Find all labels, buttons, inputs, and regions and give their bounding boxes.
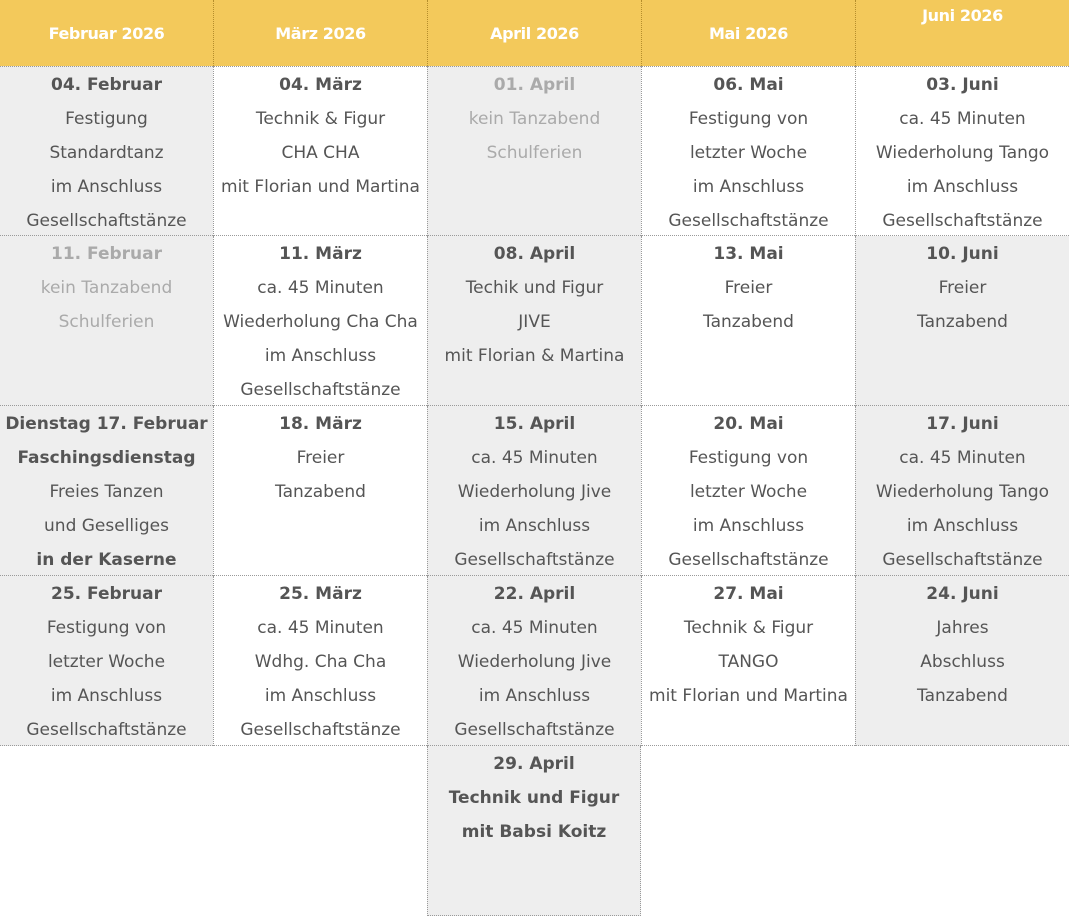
event-line: Freies Tanzen <box>49 482 164 502</box>
event-line: TANGO <box>718 652 779 672</box>
event-line: mit Florian und Martina <box>221 177 420 197</box>
event-date: 04. März <box>279 75 362 95</box>
event-date: 24. Juni <box>926 584 999 604</box>
event-line: Freier <box>296 448 345 468</box>
month-header-mai: Mai 2026 <box>641 0 855 66</box>
event-date: 20. Mai <box>713 414 784 434</box>
event-line: im Anschluss <box>906 177 1019 197</box>
event-line: CHA CHA <box>281 143 360 163</box>
schedule-cell-februar-2 <box>0 236 213 406</box>
event-date: 25. Februar <box>51 584 162 604</box>
event-line: im Anschluss <box>906 516 1019 536</box>
schedule-cell-februar-3 <box>0 406 213 576</box>
event-line: Wiederholung Cha Cha <box>223 312 418 332</box>
event-line: Abschluss <box>920 652 1005 672</box>
event-line: mit Florian und Martina <box>649 686 848 706</box>
schedule-cell-juni-2 <box>855 236 1069 406</box>
event-line: ca. 45 Minuten <box>471 618 598 638</box>
schedule-cell-mai-4 <box>641 576 855 746</box>
schedule-cell-maerz-4 <box>213 576 427 746</box>
event-line: Festigung von <box>688 448 809 468</box>
schedule-cell-april-3 <box>427 406 641 576</box>
event-line: im Anschluss <box>692 177 805 197</box>
event-line: im Anschluss <box>692 516 805 536</box>
event-line: ca. 45 Minuten <box>471 448 598 468</box>
event-line: Gesellschaftstänze <box>454 550 615 570</box>
event-date: 03. Juni <box>926 75 999 95</box>
event-line: Freier <box>724 278 773 298</box>
schedule-cell-mai-1 <box>641 66 855 236</box>
event-line: Festigung <box>65 109 148 129</box>
event-line: Tanzabend <box>703 312 794 332</box>
event-date: 15. April <box>493 414 576 434</box>
month-header-juni: Juni 2026 <box>855 0 1069 66</box>
event-date: 27. Mai <box>713 584 784 604</box>
event-line: in der Kaserne <box>36 550 177 570</box>
event-date: 04. Februar <box>51 75 162 95</box>
event-line: Faschingsdienstag <box>17 448 196 468</box>
event-line: Technik und Figur <box>448 788 620 808</box>
event-line: im Anschluss <box>478 516 591 536</box>
event-line: Technik & Figur <box>683 618 814 638</box>
event-date: Dienstag 17. Februar <box>5 414 208 434</box>
event-line: und Geselliges <box>44 516 169 536</box>
event-date: 22. April <box>493 584 576 604</box>
event-date: 13. Mai <box>713 244 784 264</box>
event-line: ca. 45 Minuten <box>899 448 1026 468</box>
event-date: 29. April <box>493 754 575 774</box>
schedule-cell-februar-1 <box>0 66 213 236</box>
event-line: Gesellschaftstänze <box>668 550 829 570</box>
event-line: mit Babsi Koitz <box>461 822 607 842</box>
schedule-cell-juni-4 <box>855 576 1069 746</box>
event-line: ca. 45 Minuten <box>257 618 384 638</box>
event-line: Gesellschaftstänze <box>240 720 401 740</box>
event-line: im Anschluss <box>264 686 377 706</box>
schedule-cell-juni-1 <box>855 66 1069 236</box>
schedule-cell-mai-2 <box>641 236 855 406</box>
schedule-cell-maerz-3 <box>213 406 427 576</box>
schedule-cell-juni-3 <box>855 406 1069 576</box>
event-line: letzter Woche <box>47 652 166 672</box>
schedule-cell-maerz-2 <box>213 236 427 406</box>
schedule-cell-april-5 <box>427 746 641 916</box>
event-line: Wiederholung Tango <box>875 482 1050 502</box>
event-line: im Anschluss <box>264 346 377 366</box>
event-line: Freier <box>938 278 987 298</box>
schedule-cell-april-2 <box>427 236 641 406</box>
event-date: 11. Februar <box>51 244 162 264</box>
month-header-februar: Februar 2026 <box>0 0 213 66</box>
event-date: 18. März <box>279 414 362 434</box>
schedule-cell-april-4 <box>427 576 641 746</box>
event-line: Technik & Figur <box>255 109 386 129</box>
event-line: Schulferien <box>486 143 583 163</box>
schedule-cell-maerz-1 <box>213 66 427 236</box>
event-date: 25. März <box>279 584 362 604</box>
event-line: Schulferien <box>58 312 155 332</box>
event-line: kein Tanzabend <box>40 278 173 298</box>
event-date: 06. Mai <box>713 75 784 95</box>
event-line: letzter Woche <box>689 482 808 502</box>
event-line: ca. 45 Minuten <box>257 278 384 298</box>
event-line: Gesellschaftstänze <box>454 720 615 740</box>
event-line: Gesellschaftstänze <box>26 720 187 740</box>
event-line: mit Florian & Martina <box>444 346 625 366</box>
event-line: Gesellschaftstänze <box>882 550 1043 570</box>
schedule-cell-april-1 <box>427 66 641 236</box>
event-line: Tanzabend <box>917 312 1008 332</box>
schedule-cell-februar-4 <box>0 576 213 746</box>
event-line: Wdhg. Cha Cha <box>254 652 387 672</box>
event-date: 10. Juni <box>926 244 999 264</box>
event-line: Wiederholung Jive <box>457 482 612 502</box>
event-line: ca. 45 Minuten <box>899 109 1026 129</box>
event-line: Jahres <box>936 618 989 638</box>
event-line: kein Tanzabend <box>468 109 601 129</box>
event-line: letzter Woche <box>689 143 808 163</box>
event-date: 11. März <box>279 244 362 264</box>
month-header-april: April 2026 <box>427 0 641 66</box>
event-date: 08. April <box>493 244 576 264</box>
event-line: Gesellschaftstänze <box>240 380 401 400</box>
event-line: Gesellschaftstänze <box>882 211 1043 231</box>
event-line: Gesellschaftstänze <box>668 211 829 231</box>
event-line: JIVE <box>518 312 551 332</box>
schedule-cell-mai-3 <box>641 406 855 576</box>
event-line: Techik und Figur <box>465 278 604 298</box>
event-line: Tanzabend <box>275 482 366 502</box>
event-line: Festigung von <box>46 618 167 638</box>
event-line: im Anschluss <box>50 686 163 706</box>
event-line: Standardtanz <box>49 143 164 163</box>
event-line: Wiederholung Tango <box>875 143 1050 163</box>
event-line: im Anschluss <box>478 686 591 706</box>
event-line: im Anschluss <box>50 177 163 197</box>
event-date: 17. Juni <box>926 414 999 434</box>
event-line: Festigung von <box>688 109 809 129</box>
event-line: Tanzabend <box>917 686 1008 706</box>
event-date: 01. April <box>493 75 576 95</box>
month-header-maerz: März 2026 <box>213 0 427 66</box>
event-line: Gesellschaftstänze <box>26 211 187 231</box>
event-line: Wiederholung Jive <box>457 652 612 672</box>
